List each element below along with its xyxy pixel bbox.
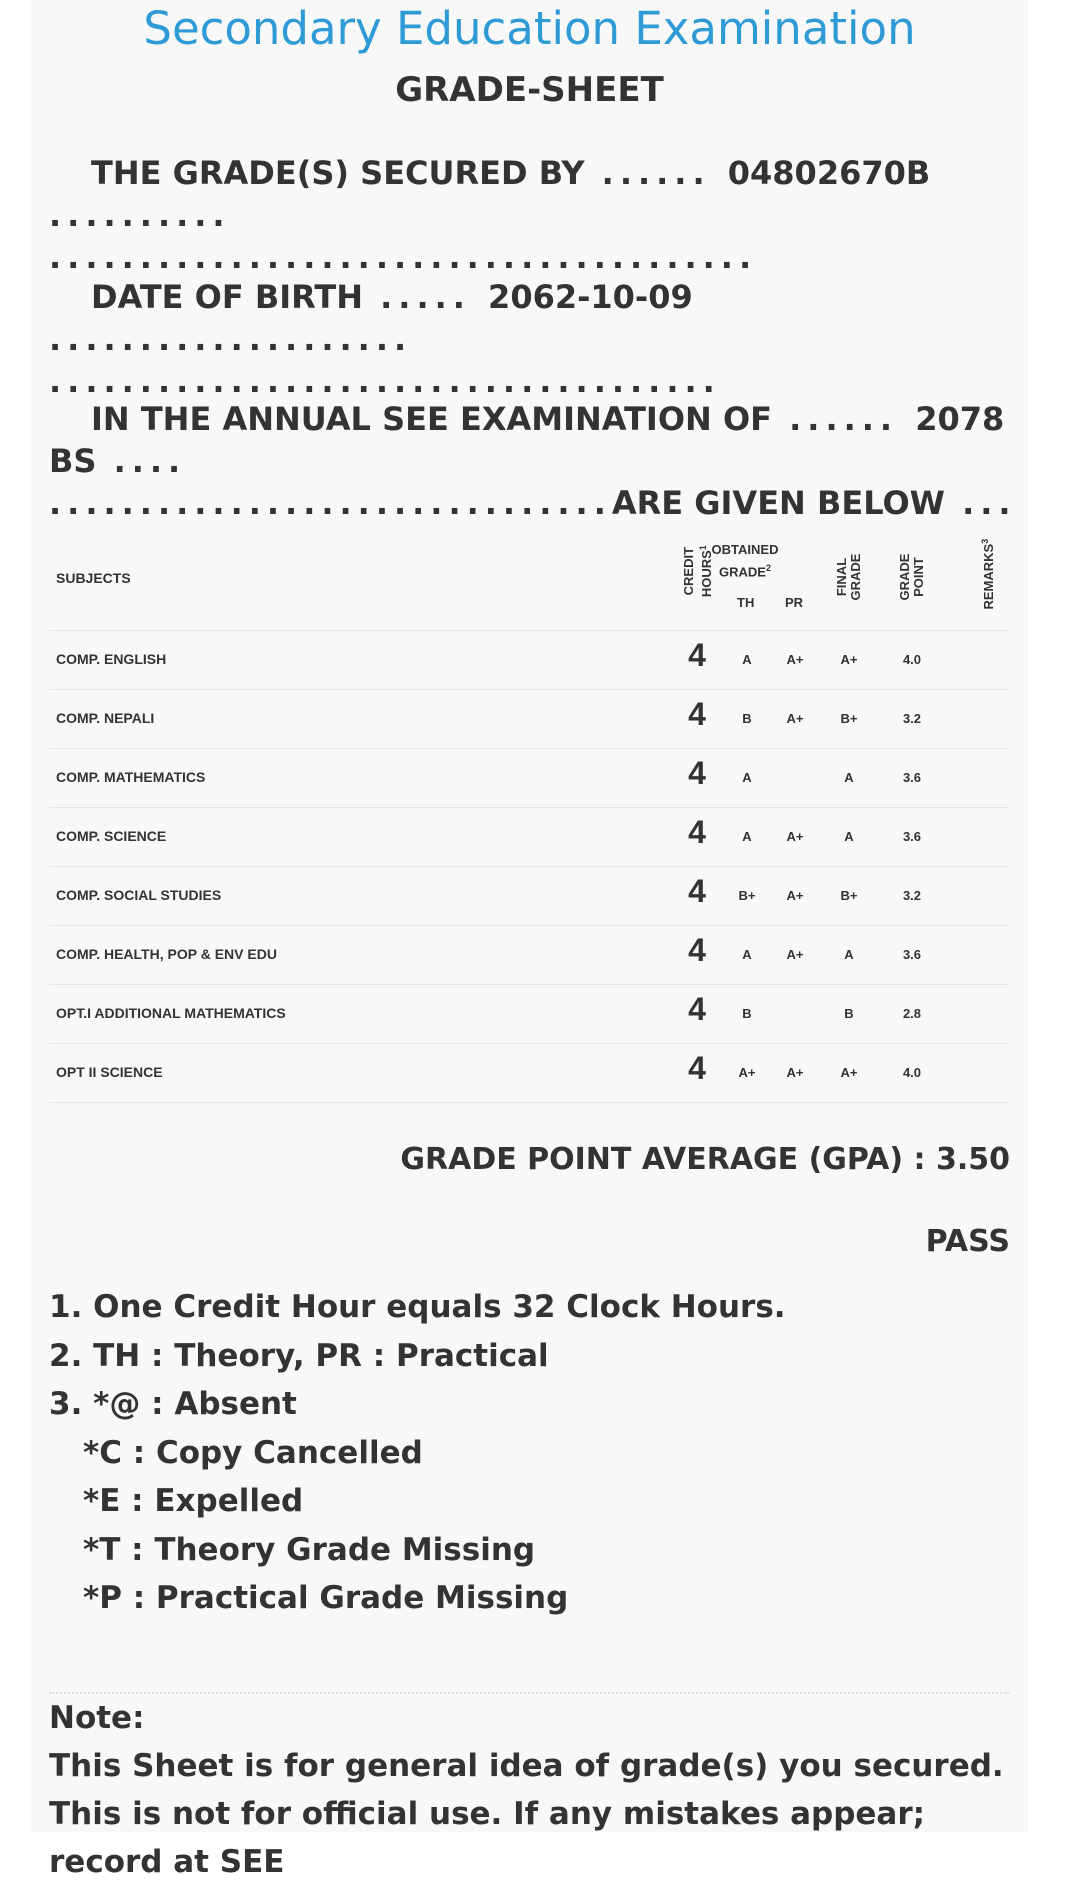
credit-hours-header: CREDIT HOURS$^1$: [680, 545, 715, 598]
footnote-3: 3. *@ : Absent: [49, 1386, 297, 1422]
exam-label: IN THE ANNUAL SEE EXAMINATION OF: [91, 400, 772, 438]
exam-line: IN THE ANNUAL SEE EXAMINATION OF ...... 2078 BS .... ...............................ARE GIVEN BELOW ...: [49, 400, 1017, 522]
theory-grade-cell: B: [742, 711, 752, 726]
theory-grade-cell: A: [742, 829, 752, 844]
footnote-theory-missing: *T : Theory Grade Missing: [83, 1531, 536, 1568]
final-grade-cell: A+: [840, 652, 858, 667]
grade-point-cell: 2.8: [902, 1006, 922, 1021]
grade-point-cell: 3.6: [902, 770, 922, 785]
grade-point-cell: 3.2: [902, 888, 922, 903]
footnote-practical-missing: *P : Practical Grade Missing: [83, 1580, 569, 1616]
note-heading: Note:: [49, 1700, 145, 1736]
final-grade-cell: B+: [840, 888, 858, 903]
practical-grade-cell: A+: [786, 829, 804, 844]
note-text: This Sheet is for general idea of grade(s) you secured. This is not for official use. If any mistakes appear; record at SEE: [49, 1748, 1004, 1880]
subject-cell: OPT II SCIENCE: [56, 1064, 163, 1080]
theory-grade-cell: A+: [738, 1065, 756, 1080]
footnote-copy-cancelled: *C : Copy Cancelled: [83, 1434, 423, 1471]
subject-cell: COMP. SCIENCE: [56, 828, 167, 844]
secured-by-label: THE GRADE(S) SECURED BY: [91, 154, 585, 192]
grade-point-cell: 3.2: [902, 711, 922, 726]
subjects-header: SUBJECTS: [56, 570, 131, 586]
credit-hours-cell: 4: [688, 1050, 706, 1086]
obtained-grade-header: OBTAINED GRADE$^2$: [711, 542, 779, 580]
table-row: [49, 808, 1009, 867]
grade-point-cell: 3.6: [902, 947, 922, 962]
table-row: [49, 631, 1009, 690]
result-status: PASS: [925, 1224, 1010, 1259]
theory-grade-cell: A: [742, 947, 752, 962]
divider: [49, 1692, 1009, 1694]
final-grade-cell: A: [844, 770, 854, 785]
exam-year: 2078 BS: [49, 400, 1005, 480]
subject-cell: OPT.I ADDITIONAL MATHEMATICS: [56, 1005, 286, 1021]
dob-value: 2062-10-09: [488, 278, 693, 316]
table-row: [49, 690, 1009, 749]
theory-grade-cell: B+: [738, 888, 756, 903]
subject-cell: COMP. NEPALI: [56, 710, 155, 726]
credit-hours-cell: 4: [688, 696, 706, 732]
credit-hours-cell: 4: [688, 755, 706, 791]
remarks-header: REMARKS$^3$: [979, 538, 997, 610]
theory-grade-cell: A: [742, 770, 752, 785]
final-grade-cell: B+: [840, 711, 858, 726]
grade-point-cell: 4.0: [902, 652, 922, 667]
grade-point-cell: 4.0: [902, 1065, 922, 1080]
symbol-number: 04802670B: [727, 154, 931, 192]
table-row: [49, 1044, 1009, 1103]
table-row: [49, 749, 1009, 808]
theory-grade-cell: A: [742, 652, 752, 667]
credit-hours-cell: 4: [688, 814, 706, 850]
final-grade-header: FINAL GRADE: [834, 553, 863, 601]
practical-grade-cell: A+: [786, 652, 804, 667]
final-grade-cell: A: [844, 947, 854, 962]
credit-hours-cell: 4: [688, 873, 706, 909]
credit-hours-cell: 4: [688, 991, 706, 1027]
subject-cell: COMP. MATHEMATICS: [56, 769, 206, 785]
footnote-1: 1. One Credit Hour equals 32 Clock Hours.: [49, 1289, 786, 1325]
credit-hours-cell: 4: [688, 932, 706, 968]
final-grade-cell: A+: [840, 1065, 858, 1080]
final-grade-cell: B: [844, 1006, 854, 1021]
exam-title: Secondary Education Examination: [143, 2, 916, 55]
th-header: TH: [737, 595, 755, 610]
dob-line: DATE OF BIRTH ..... 2062-10-09 .................... .....................................: [49, 278, 721, 400]
secured-by-line: THE GRADE(S) SECURED BY ...... 04802670B .......... .......................................: [49, 154, 931, 276]
grade-point-header: GRADE POINT: [897, 553, 926, 601]
given-below: ARE GIVEN BELOW: [611, 484, 945, 522]
practical-grade-cell: A+: [786, 711, 804, 726]
theory-grade-cell: B: [742, 1006, 752, 1021]
table-header: [49, 515, 1009, 631]
footnote-2: 2. TH : Theory, PR : Practical: [49, 1337, 549, 1374]
credit-hours-cell: 4: [688, 637, 706, 673]
grade-point-cell: 3.6: [902, 829, 922, 844]
grade-sheet-panel: [31, 0, 1028, 1880]
footnotes: [49, 1283, 786, 1623]
dob-label: DATE OF BIRTH: [91, 278, 363, 316]
table-row: [49, 867, 1009, 926]
practical-grade-cell: A+: [786, 888, 804, 903]
pr-header: PR: [785, 595, 804, 610]
subject-cell: COMP. HEALTH, POP & ENV EDU: [56, 946, 277, 962]
footnote-expelled: *E : Expelled: [83, 1483, 304, 1519]
table-row: [49, 985, 1009, 1044]
final-grade-cell: A: [844, 829, 854, 844]
grades-table: [49, 515, 1009, 1103]
practical-grade-cell: A+: [786, 947, 804, 962]
subject-cell: COMP. SOCIAL STUDIES: [56, 887, 222, 903]
subject-cell: COMP. ENGLISH: [56, 651, 167, 667]
table-row: [49, 926, 1009, 985]
practical-grade-cell: A+: [786, 1065, 804, 1080]
grade-sheet-heading: GRADE-SHEET: [395, 70, 664, 110]
table-body: [49, 631, 1009, 1103]
gpa: GRADE POINT AVERAGE (GPA) : 3.50: [400, 1142, 1010, 1177]
